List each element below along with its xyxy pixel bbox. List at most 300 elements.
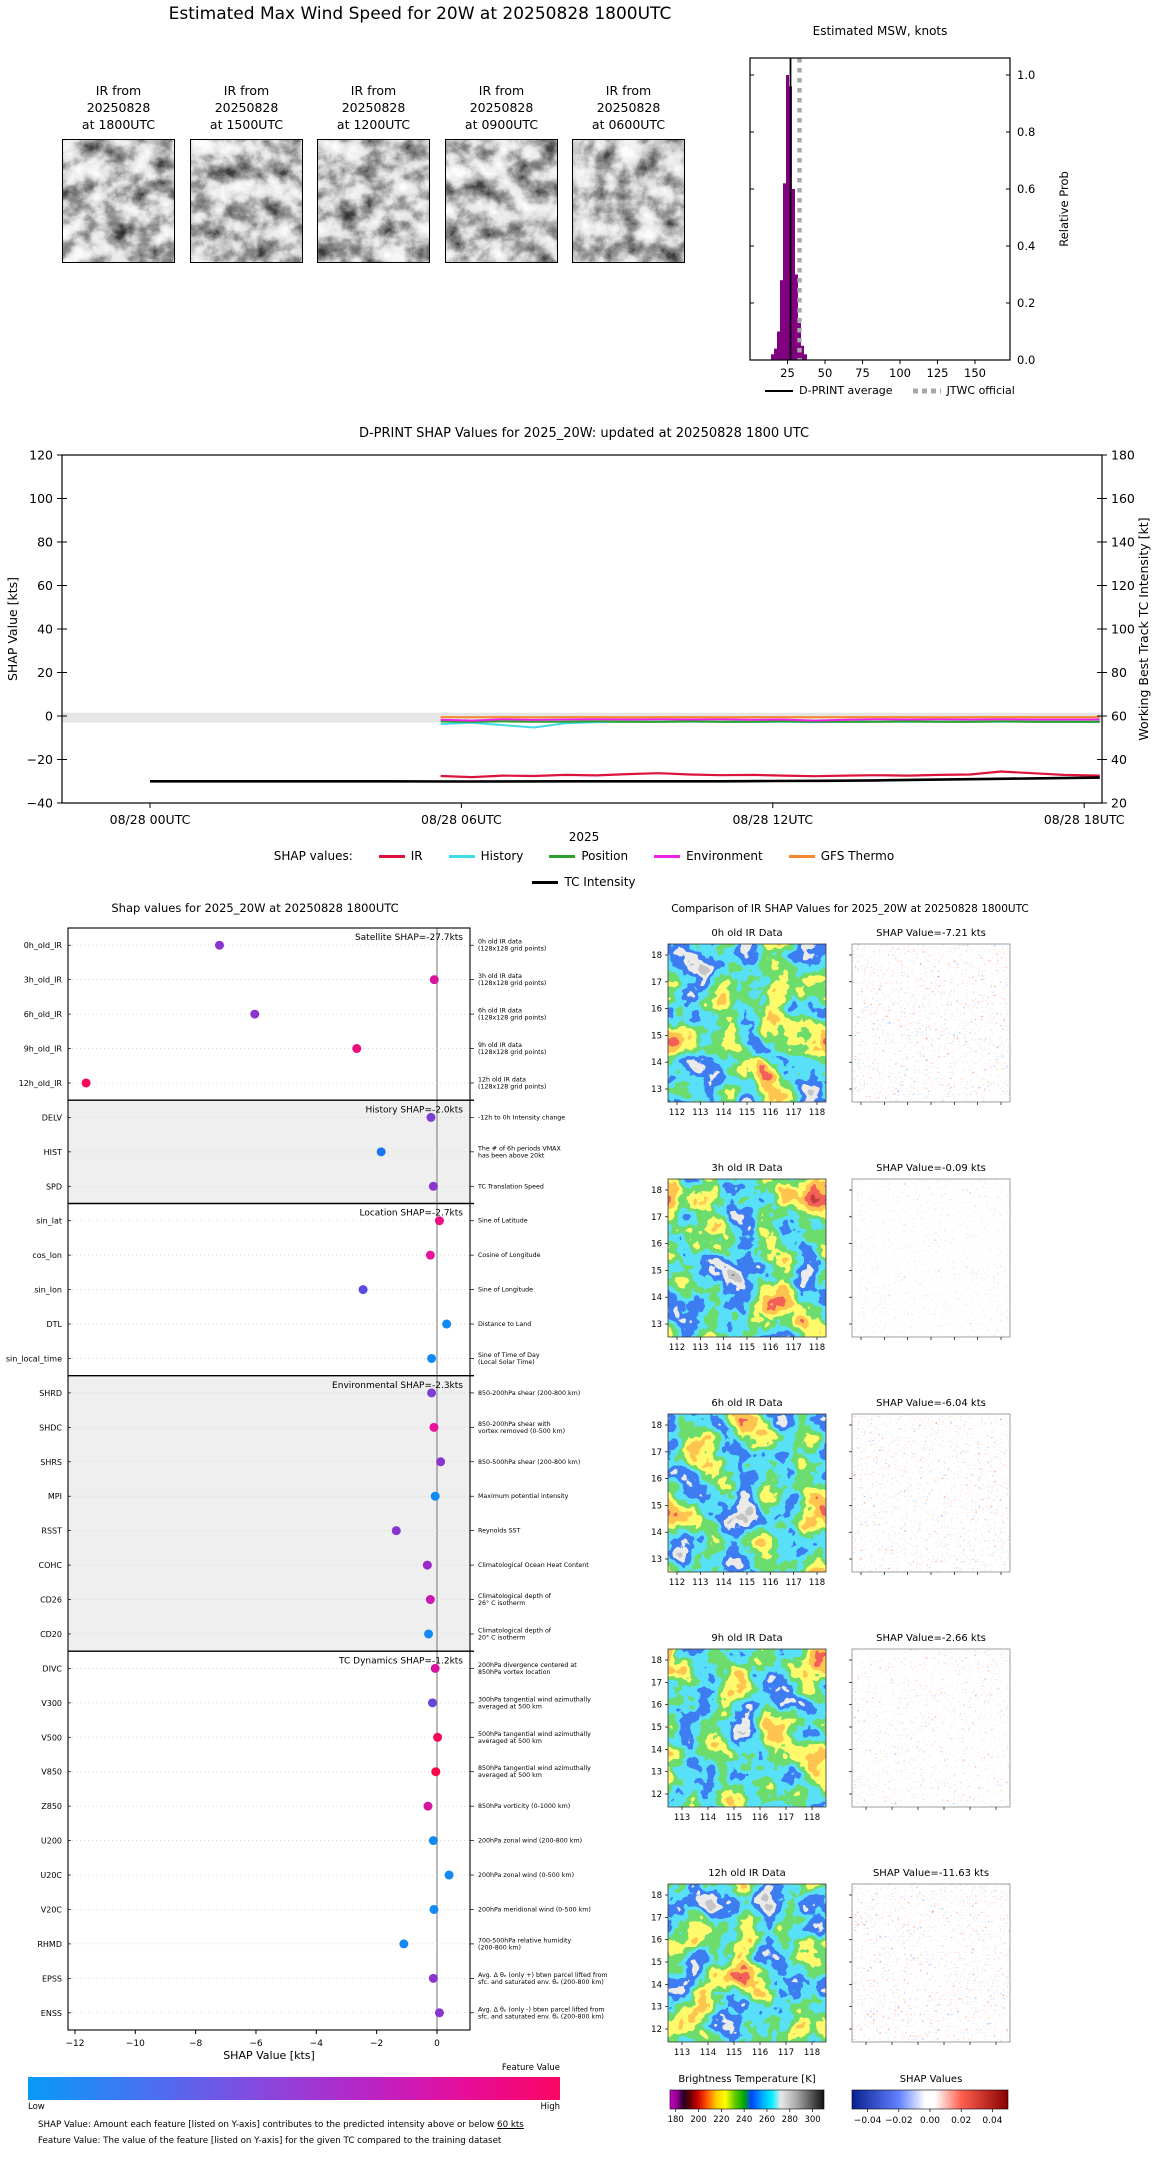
shap-map-image [852, 944, 1010, 1102]
ir-thumbnail-caption: IR from [605, 83, 652, 98]
ir-map-image [668, 1649, 826, 1807]
svg-text:40: 40 [1111, 752, 1127, 767]
svg-text:180: 180 [1111, 447, 1135, 463]
shap-dot-SHRS [436, 1457, 445, 1466]
svg-text:300: 300 [804, 2115, 821, 2125]
svg-text:14: 14 [651, 1058, 662, 1069]
svg-text:280: 280 [781, 2115, 798, 2125]
feature-note: 200hPa meridional wind (0-500 km) [478, 1906, 591, 1914]
ir-thumbnail-3 [445, 82, 558, 263]
feature-note: 700-500hPa relative humidity [478, 1937, 572, 1945]
feature-note: (128x128 grid points) [478, 1014, 547, 1022]
feature-label: SHRS [40, 1457, 62, 1467]
feature-label: V20C [40, 1905, 62, 1915]
svg-text:220: 220 [713, 2115, 730, 2125]
svg-text:17: 17 [651, 1913, 662, 1924]
svg-text:140: 140 [1111, 534, 1135, 550]
shap-dotplot [0, 898, 660, 2058]
ir-thumbnail-caption: IR from [223, 83, 270, 98]
feature-label: sin_local_time [5, 1354, 62, 1364]
svg-text:115: 115 [725, 2048, 743, 2058]
feature-label: V300 [41, 1698, 62, 1708]
feature-note: 6h old IR data [478, 1007, 523, 1015]
ir-thumbnail-4 [572, 82, 685, 263]
feature-note: has been above 20kt [478, 1152, 545, 1160]
feature-label: RSST [41, 1526, 62, 1536]
ir-row-title: 6h old IR Data [711, 1398, 783, 1409]
svg-text:240: 240 [736, 2115, 753, 2125]
svg-text:15: 15 [651, 1723, 662, 1733]
svg-text:13: 13 [651, 1320, 662, 1330]
svg-text:50: 50 [817, 366, 833, 380]
shap-map-image [852, 1649, 1010, 1807]
legend-label: GFS Thermo [820, 849, 895, 863]
svg-text:17: 17 [651, 1447, 662, 1458]
svg-text:113: 113 [692, 1578, 709, 1588]
feature-note: averaged at 500 km [478, 1737, 542, 1745]
svg-text:0.04: 0.04 [982, 2116, 1003, 2126]
svg-text:−10: −10 [125, 2039, 145, 2049]
ir-satellite-image [445, 139, 558, 263]
ir-comparison-panel [600, 898, 1168, 2158]
bt-colorbar [670, 2090, 824, 2109]
svg-text:16: 16 [651, 1239, 662, 1250]
shap-dot-CD26 [426, 1595, 435, 1604]
svg-text:15: 15 [651, 1266, 662, 1277]
feature-label: Z850 [41, 1802, 62, 1812]
feature-note: 850hPa vorticity (0-1000 km) [478, 1803, 571, 1811]
feature-note: 500hPa tangential wind azimuthally [478, 1730, 591, 1738]
feature-label: CD26 [40, 1595, 62, 1605]
svg-text:117: 117 [785, 1343, 802, 1353]
shap-dot-sin_lon [359, 1285, 368, 1294]
ir-thumbnail-caption: at 1500UTC [209, 117, 284, 132]
timeseries-legend-row1 [0, 849, 1168, 863]
feature-label: sin_lon [34, 1285, 62, 1295]
feature-label: EPSS [41, 1974, 62, 1984]
ir-row-title: 12h old IR Data [708, 1868, 786, 1879]
svg-text:160: 160 [1111, 491, 1135, 506]
svg-text:118: 118 [808, 1108, 826, 1118]
feature-label: 0h_old_IR [23, 941, 62, 951]
feature-note: (128x128 grid points) [478, 1083, 547, 1091]
svg-text:16: 16 [651, 1474, 662, 1485]
feature-note: 300hPa tangential wind azimuthally [478, 1696, 591, 1704]
shap-row-title: SHAP Value=-6.04 kts [876, 1398, 986, 1409]
svg-text:0.2: 0.2 [1017, 296, 1036, 310]
svg-text:113: 113 [673, 2048, 691, 2058]
ir-thumbnail-0 [62, 82, 175, 263]
feature-note: Avg. Δ θₑ (only +) btwn parcel lifted from [478, 1971, 608, 1979]
svg-text:13: 13 [651, 1767, 662, 1778]
svg-text:112: 112 [668, 1108, 686, 1118]
shap-dot-cos_lon [426, 1251, 435, 1260]
feature-label: U200 [40, 1836, 62, 1846]
comparison-title: Comparison of IR SHAP Values for 2025_20W at 20250828 1800UTC [671, 903, 1029, 915]
legend-swatch [654, 855, 680, 858]
shap-dot-MPI [431, 1492, 440, 1501]
shap-timeseries-chart [0, 445, 1168, 835]
svg-text:15: 15 [651, 1958, 662, 1968]
ir-satellite-image [190, 139, 303, 263]
feature-note: 200hPa zonal wind (200-800 km) [478, 1837, 583, 1845]
feature-label: V500 [41, 1733, 62, 1743]
shap-row-title: SHAP Value=-11.63 kts [872, 1868, 990, 1879]
ir-map-image [668, 1414, 826, 1572]
feature-label: 3h_old_IR [23, 975, 62, 985]
shap-dot-SPD [429, 1182, 438, 1191]
svg-text:117: 117 [785, 1578, 802, 1588]
feature-note: Distance to Land [478, 1321, 532, 1329]
shap-map-image [852, 1884, 1010, 2042]
shap-dot-V300 [428, 1698, 437, 1707]
feature-note: sfc. and saturated env. θₑ (200-800 km) [478, 2013, 604, 2021]
svg-text:08/28 18UTC: 08/28 18UTC [1043, 812, 1125, 827]
section-header: Satellite SHAP=-27.7kts [354, 933, 463, 944]
feature-label: MPI [47, 1492, 62, 1502]
legend-item-history [449, 849, 524, 863]
svg-text:0: 0 [45, 708, 53, 724]
svg-text:115: 115 [738, 1578, 756, 1588]
legend-label: JTWC official [946, 384, 1015, 397]
comparison-plot [651, 928, 1010, 2126]
ir-map-image [668, 1179, 826, 1337]
svg-text:80: 80 [1111, 665, 1127, 680]
svg-text:0: 0 [434, 2039, 440, 2049]
ir-row-title: 3h old IR Data [711, 1163, 783, 1174]
ir-thumbnail-caption: 20250828 [214, 100, 279, 115]
shap-colorbar-title: SHAP Values [899, 2074, 963, 2085]
feature-label: 12h_old_IR [18, 1078, 62, 1088]
svg-text:60: 60 [1111, 708, 1127, 724]
svg-text:15: 15 [651, 1031, 662, 1042]
feature-label: 6h_old_IR [23, 1010, 62, 1020]
svg-text:118: 118 [808, 1343, 826, 1353]
svg-text:08/28 12UTC: 08/28 12UTC [732, 812, 814, 827]
svg-text:−40: −40 [26, 795, 53, 811]
svg-text:18: 18 [651, 1891, 662, 1901]
svg-text:25: 25 [780, 366, 795, 380]
feature-note: The # of 6h periods VMAX [478, 1145, 561, 1153]
ir-thumbnail-caption: at 1800UTC [81, 117, 156, 132]
feature-note: Climatological depth of [478, 1593, 552, 1601]
ir-satellite-image [62, 139, 175, 263]
ir-row-title: 0h old IR Data [711, 928, 783, 939]
svg-text:16: 16 [651, 1004, 662, 1015]
dotplot-title: Shap values for 2025_20W at 20250828 1800UTC [111, 901, 399, 915]
svg-text:0.4: 0.4 [1017, 239, 1036, 253]
svg-text:114: 114 [699, 2048, 717, 2058]
svg-text:0.6: 0.6 [1017, 182, 1036, 196]
ir-thumbnail-caption: at 0600UTC [591, 117, 666, 132]
svg-text:14: 14 [651, 1528, 662, 1539]
feature-note: Cosine of Longitude [478, 1252, 541, 1260]
shap-dot-U200 [429, 1836, 438, 1845]
shap-map-image [852, 1414, 1010, 1572]
svg-text:116: 116 [751, 2048, 769, 2058]
ir-thumbnail-2 [317, 82, 430, 263]
svg-text:13: 13 [651, 2002, 662, 2013]
dotplot-plot [6, 928, 608, 2049]
feature-note: (128x128 grid points) [478, 980, 547, 988]
svg-text:−20: −20 [26, 752, 53, 767]
feature-value-high-label: High [540, 2102, 560, 2112]
svg-text:150: 150 [964, 366, 986, 380]
feature-label: COHC [38, 1561, 62, 1571]
ir-row-title: 9h old IR Data [711, 1633, 783, 1644]
svg-text:18: 18 [651, 1186, 662, 1196]
legend-label: TC Intensity [564, 875, 636, 889]
feature-note: 850hPa tangential wind azimuthally [478, 1765, 591, 1773]
section-header: Environmental SHAP=-2.3kts [332, 1380, 463, 1391]
svg-text:180: 180 [667, 2115, 684, 2125]
svg-text:114: 114 [715, 1343, 732, 1353]
ir-thumbnail-caption: IR from [95, 83, 142, 98]
series-ir [441, 772, 1100, 778]
feature-note: TC Translation Speed [478, 1183, 544, 1191]
feature-label: cos_lon [32, 1251, 62, 1261]
feature-note: Reynolds SST [478, 1527, 521, 1535]
legend-item-environment [654, 849, 763, 863]
feature-label: CD20 [40, 1629, 62, 1639]
svg-text:260: 260 [758, 2115, 776, 2125]
legend-item-tc-intensity [532, 875, 635, 889]
legend-label: Position [581, 849, 629, 863]
histogram-bars [771, 75, 807, 360]
shap-dot-0h_old_IR [215, 941, 224, 950]
shap-colorbar [852, 2090, 1008, 2109]
svg-text:08/28 00UTC: 08/28 00UTC [109, 812, 191, 827]
ir-thumbnail-caption: 20250828 [469, 100, 534, 115]
svg-text:116: 116 [751, 1813, 769, 1823]
feature-note: (128x128 grid points) [478, 945, 547, 953]
feature-note: Maximum potential intensity [478, 1493, 569, 1501]
svg-text:0.00: 0.00 [919, 2116, 941, 2126]
timeseries-legend-row2 [0, 875, 1168, 889]
legend-swatch [379, 855, 405, 858]
shap-dot-SHDC [429, 1423, 438, 1432]
ir-thumbnail-caption: IR from [478, 83, 525, 98]
svg-text:117: 117 [785, 1108, 802, 1118]
legend-swatch [549, 855, 575, 858]
ir-map-image [668, 1884, 826, 2042]
shap-dot-RHMD [399, 1939, 408, 1948]
svg-text:115: 115 [738, 1108, 756, 1118]
svg-text:117: 117 [777, 1813, 795, 1823]
legend-swatch [532, 881, 558, 884]
feature-value-colorbar [28, 2077, 560, 2100]
feature-note: sfc. and saturated env. θₑ (200-800 km) [478, 1978, 604, 1986]
svg-text:0.02: 0.02 [951, 2116, 972, 2126]
svg-text:118: 118 [803, 2048, 821, 2058]
legend-swatch [449, 855, 475, 858]
svg-text:18: 18 [651, 951, 662, 961]
feature-note: Sine of Latitude [478, 1217, 528, 1225]
svg-text:60: 60 [37, 578, 53, 593]
svg-text:1.0: 1.0 [1017, 68, 1036, 82]
histogram-ylabel: Relative Prob [1057, 171, 1071, 247]
svg-text:−4: −4 [309, 2039, 323, 2049]
feature-label: SPD [45, 1182, 62, 1192]
shap-dot-DTL [442, 1320, 451, 1329]
feature-note: 850-500hPa shear (200-800 km) [478, 1458, 581, 1466]
svg-text:0.8: 0.8 [1017, 125, 1036, 139]
shap-dot-V20C [429, 1905, 438, 1914]
svg-text:18: 18 [651, 1421, 662, 1431]
shap-dot-6h_old_IR [250, 1010, 259, 1019]
feature-note: vortex removed (0-500 km) [478, 1427, 566, 1435]
svg-text:100: 100 [889, 366, 911, 380]
section-header: TC Dynamics SHAP=-1.2kts [339, 1656, 463, 1667]
svg-text:13: 13 [651, 1555, 662, 1565]
feature-label: SHDC [39, 1423, 62, 1433]
feature-note: Sine of Longitude [478, 1286, 534, 1294]
shap-dot-12h_old_IR [82, 1078, 91, 1087]
ir-map-image [668, 944, 826, 1102]
svg-text:−6: −6 [249, 2039, 263, 2049]
timeseries-ylabel-left: SHAP Value [kts] [5, 576, 20, 682]
feature-note: 850-200hPa shear with [478, 1420, 551, 1428]
ir-thumbnail-1 [190, 82, 303, 263]
legend-label: IR [410, 849, 423, 863]
feature-label: SHRD [39, 1388, 62, 1398]
shap-dot-U20C [445, 1871, 454, 1880]
svg-text:12: 12 [651, 2025, 662, 2035]
svg-text:12: 12 [651, 1790, 662, 1800]
svg-text:−0.04: −0.04 [853, 2116, 882, 2126]
timeseries-title: D-PRINT SHAP Values for 2025_20W: updated at 20250828 1800 UTC [358, 426, 810, 441]
ir-thumbnail-caption: 20250828 [86, 100, 151, 115]
msw-histogram [735, 40, 1080, 390]
svg-text:113: 113 [692, 1343, 709, 1353]
shap-dot-9h_old_IR [352, 1044, 361, 1053]
footnote-shap-value: SHAP Value: Amount each feature [listed on Y-axis] contributes to the predicted intensity above or below 60 kts [38, 2120, 524, 2130]
svg-text:14: 14 [651, 1745, 662, 1756]
svg-text:118: 118 [808, 1578, 826, 1588]
legend-item-ir [379, 849, 423, 863]
svg-text:116: 116 [762, 1578, 779, 1588]
svg-text:08/28 06UTC: 08/28 06UTC [421, 812, 502, 827]
footnote-feature-value: Feature Value: The value of the feature [listed on Y-axis] for the given TC compared to the training dataset [38, 2136, 502, 2146]
feature-note: (128x128 grid points) [478, 1049, 547, 1057]
svg-text:16: 16 [651, 1700, 662, 1711]
svg-text:120: 120 [1111, 578, 1135, 593]
feature-label: DELV [41, 1113, 62, 1123]
legend-item-d-print-average [765, 384, 892, 397]
svg-text:−2: −2 [370, 2039, 384, 2049]
feature-note: 9h old IR data [478, 1042, 523, 1050]
shap-row-title: SHAP Value=-7.21 kts [876, 928, 986, 939]
shap-dot-3h_old_IR [430, 975, 439, 984]
svg-text:75: 75 [855, 366, 870, 380]
shap-dot-Z850 [423, 1802, 432, 1811]
timeseries-ylabel-right: Working Best Track TC Intensity [kt] [1136, 517, 1151, 741]
shap-dot-RSST [392, 1526, 401, 1535]
legend-item-gfs-thermo [789, 849, 895, 863]
feature-value-colorbar-label: Feature Value [501, 2063, 560, 2073]
svg-text:18: 18 [651, 1656, 662, 1666]
page-title: Estimated Max Wind Speed for 20W at 20250828 1800UTC [168, 4, 672, 24]
svg-text:200: 200 [690, 2115, 707, 2125]
feature-label: sin_lat [36, 1216, 62, 1226]
ir-thumbnail-caption: 20250828 [341, 100, 406, 115]
feature-note: 26° C isotherm [478, 1600, 526, 1608]
feature-note: Avg. Δ θₑ (only -) btwn parcel lifted from [478, 2006, 605, 2014]
svg-text:−0.02: −0.02 [885, 2116, 913, 2126]
svg-text:117: 117 [777, 2048, 795, 2058]
feature-note: 20° C isotherm [478, 1634, 526, 1642]
feature-note: (Local Solar Time) [478, 1358, 535, 1366]
section-header: History SHAP=-2.0kts [365, 1105, 463, 1116]
feature-note: (200-800 km) [478, 1944, 522, 1952]
dotplot-xlabel: SHAP Value [kts] [223, 2049, 315, 2062]
shap-dot-COHC [423, 1561, 432, 1570]
svg-text:14: 14 [651, 1980, 662, 1991]
svg-text:125: 125 [926, 366, 949, 380]
svg-text:14: 14 [651, 1293, 662, 1304]
svg-text:20: 20 [37, 665, 53, 680]
bt-colorbar-title: Brightness Temperature [K] [678, 2074, 816, 2085]
feature-label: U20C [40, 1871, 62, 1881]
svg-text:20: 20 [1111, 795, 1127, 811]
svg-text:17: 17 [651, 1678, 662, 1689]
feature-label: 9h_old_IR [23, 1044, 62, 1054]
shap-dot-sin_local_time [427, 1354, 436, 1363]
ir-thumbnail-caption: at 0900UTC [464, 117, 539, 132]
feature-note: Sine of Time of Day [478, 1351, 540, 1359]
svg-text:0.0: 0.0 [1017, 353, 1036, 367]
svg-text:116: 116 [762, 1343, 779, 1353]
svg-text:17: 17 [651, 977, 662, 988]
svg-text:112: 112 [668, 1578, 686, 1588]
legend-item-position [549, 849, 628, 863]
svg-text:17: 17 [651, 1212, 662, 1223]
svg-text:118: 118 [803, 1813, 821, 1823]
svg-text:114: 114 [715, 1108, 732, 1118]
legend-label: Environment [686, 849, 763, 863]
svg-text:115: 115 [738, 1343, 756, 1353]
shap-dot-EPSS [429, 1974, 438, 1983]
ir-thumbnail-caption: IR from [350, 83, 397, 98]
legend-label: D-PRINT average [799, 384, 893, 397]
feature-label: DIVC [42, 1664, 62, 1674]
svg-text:15: 15 [651, 1501, 662, 1512]
ir-thumbnail-caption: 20250828 [596, 100, 661, 115]
svg-text:16: 16 [651, 1935, 662, 1946]
feature-note: 200hPa zonal wind (0-500 km) [478, 1872, 575, 1880]
legend-label: History [480, 849, 524, 863]
ir-thumbnail-caption: at 1200UTC [336, 117, 411, 132]
svg-text:113: 113 [692, 1108, 709, 1118]
legend-item-jtwc-official [913, 384, 1015, 397]
svg-text:−8: −8 [188, 2039, 203, 2049]
svg-text:80: 80 [37, 534, 53, 550]
ir-satellite-image [317, 139, 430, 263]
feature-note: -12h to 0h Intensity change [478, 1114, 566, 1122]
svg-text:114: 114 [699, 1813, 717, 1823]
feature-label: ENSS [40, 2008, 62, 2018]
feature-note: 850hPa vortex location [478, 1668, 551, 1676]
section-header: Location SHAP=-2.7kts [359, 1208, 463, 1219]
timeseries-plot [5, 448, 1151, 828]
feature-note: 200hPa divergence centered at [478, 1661, 577, 1669]
svg-text:40: 40 [37, 621, 53, 637]
histogram-title: Estimated MSW, knots [812, 24, 948, 38]
shap-dot-V850 [431, 1767, 440, 1776]
timeseries-xlabel: 2025 [568, 830, 600, 844]
feature-note: 12h old IR data [478, 1076, 527, 1084]
legend-swatch [789, 855, 815, 858]
